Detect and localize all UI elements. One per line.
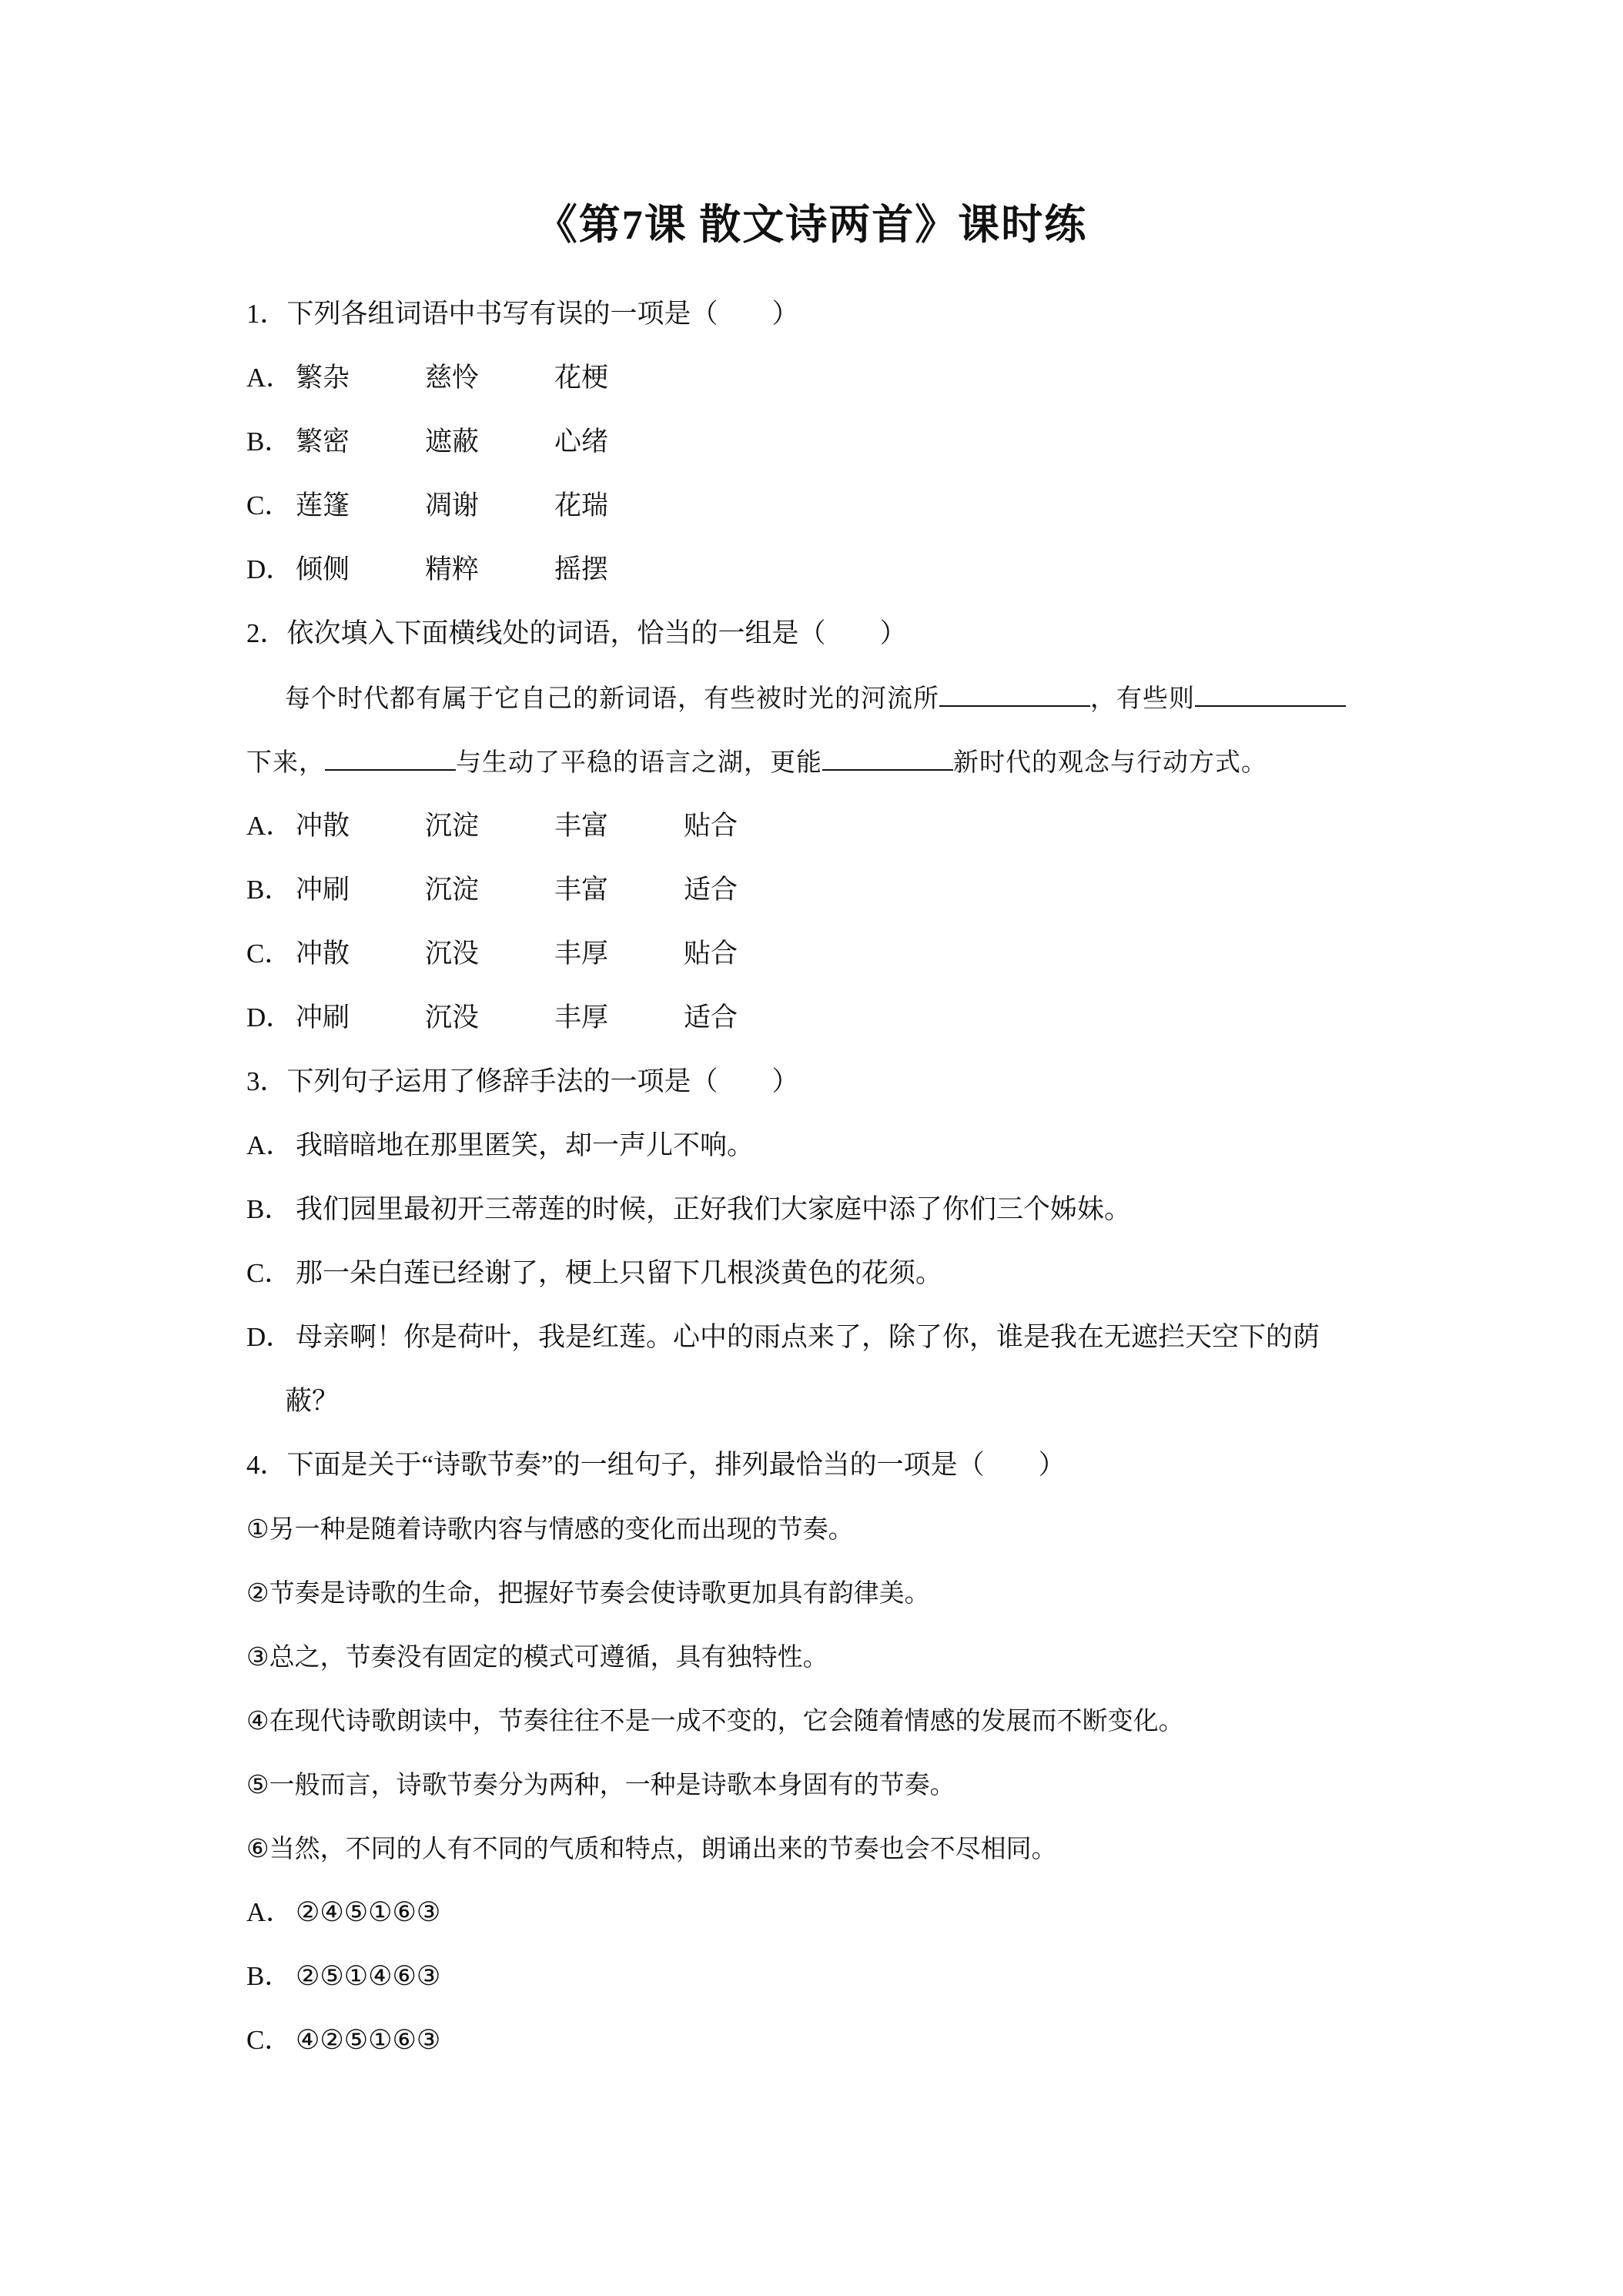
question-2-option-a (246, 807, 738, 845)
option-letter: D． (246, 1322, 293, 1352)
question-3-option-c (246, 1254, 942, 1293)
option-letter: D． (246, 1002, 293, 1033)
option-word: 沉淀 (425, 811, 480, 841)
option-word: 冲散 (296, 811, 350, 841)
option-text: ④②⑤①⑥③ (296, 2025, 441, 2055)
option-letter: D． (246, 554, 293, 584)
passage-text: 每个时代都有属于它自己的新词语，有些被时光的河流所 (285, 683, 939, 713)
option-letter: A． (246, 811, 293, 841)
question-4-stem: 4．下面是关于“诗歌节奏”的一组句子，排列最恰当的一项是（ ） (246, 1450, 1066, 1480)
question-1-option-d (246, 551, 608, 589)
passage-text: 与生动了平稳的语言之湖，更能 (456, 747, 822, 777)
option-text: ②⑤①④⑥③ (296, 1961, 441, 1991)
option-letter: C． (246, 939, 292, 969)
option-letter: C． (246, 1258, 292, 1288)
option-word: 花梗 (554, 363, 609, 393)
option-letter: A． (246, 363, 293, 393)
option-text: 我们园里最初开三蒂莲的时候，正好我们大家庭中添了你们三个姊妹。 (296, 1194, 1132, 1224)
passage-text: 下来， (246, 747, 325, 777)
sentence-item: ①另一种是随着诗歌内容与情感的变化而出现的节奏。 (246, 1514, 854, 1544)
question-3-option-b (246, 1190, 1131, 1229)
question-2-stem: 2．依次填入下面横线处的词语，恰当的一组是（ ） (246, 618, 907, 648)
question-1-stem: 1．下列各组词语中书写有误的一项是（ ） (246, 299, 799, 329)
passage-text: 新时代的观念与行动方式。 (953, 747, 1267, 777)
option-word: 精粹 (425, 554, 480, 584)
fill-blank-1 (939, 679, 1090, 707)
option-word: 摇摆 (554, 554, 609, 584)
option-letter: B． (246, 427, 292, 457)
option-letter: B． (246, 1961, 292, 1991)
option-word: 适合 (684, 875, 738, 905)
question-4-option-b (246, 1957, 440, 1996)
option-word: 冲刷 (296, 875, 350, 905)
option-text: 那一朵白莲已经谢了，梗上只留下几根淡黄色的花须。 (296, 1258, 943, 1288)
question-3-option-a (246, 1126, 754, 1165)
option-text: 我暗暗地在那里匿笑，却一声儿不响。 (296, 1130, 755, 1160)
sentence-item: ③总之，节奏没有固定的模式可遵循，具有独特性。 (246, 1642, 828, 1672)
option-letter: B． (246, 875, 292, 905)
question-2-option-d (246, 999, 738, 1037)
option-word: 莲篷 (296, 490, 350, 520)
option-word: 慈怜 (425, 363, 480, 393)
question-3-option-d-continued: 蔽？ (285, 1386, 340, 1416)
question-1-option-b (246, 423, 608, 461)
option-word: 丰富 (554, 811, 609, 841)
option-word: 沉没 (425, 939, 480, 969)
question-2-option-b (246, 871, 738, 909)
option-word: 贴合 (684, 811, 738, 841)
option-word: 冲刷 (296, 1002, 350, 1033)
fill-blank-2 (1195, 679, 1346, 707)
option-word: 沉淀 (425, 875, 480, 905)
option-word: 繁杂 (296, 363, 350, 393)
option-word: 沉没 (425, 1002, 480, 1033)
question-4-option-c (246, 2021, 440, 2060)
option-text: ②④⑤①⑥③ (296, 1897, 441, 1927)
sentence-item: ⑤一般而言，诗歌节奏分为两种，一种是诗歌本身固有的节奏。 (246, 1769, 955, 1799)
option-letter: A． (246, 1130, 293, 1160)
option-word: 适合 (684, 1002, 738, 1033)
fill-blank-3 (325, 743, 456, 771)
page-title: 《第7课 散文诗两首》课时练 (535, 202, 1088, 248)
passage-text: ，有些则 (1090, 683, 1195, 713)
question-2-passage-line-1 (285, 679, 1346, 718)
option-word: 冲散 (296, 939, 350, 969)
option-letter: C． (246, 2025, 292, 2055)
option-word: 贴合 (684, 939, 738, 969)
option-letter: A． (246, 1897, 293, 1927)
question-4-option-a (246, 1893, 440, 1932)
option-word: 丰厚 (554, 1002, 609, 1033)
option-word: 心绪 (554, 427, 609, 457)
option-text: 母亲啊！你是荷叶，我是红莲。心中的雨点来了，除了你，谁是我在无遮拦天空下的荫 (296, 1322, 1320, 1352)
question-1-option-c (246, 487, 608, 525)
option-letter: B． (246, 1194, 292, 1224)
option-word: 倾侧 (296, 554, 350, 584)
sentence-item: ②节奏是诗歌的生命，把握好节奏会使诗歌更加具有韵律美。 (246, 1578, 930, 1608)
option-word: 遮蔽 (425, 427, 480, 457)
question-3-stem: 3．下列句子运用了修辞手法的一项是（ ） (246, 1066, 799, 1096)
option-word: 丰富 (554, 875, 609, 905)
question-3-option-d (246, 1318, 1320, 1357)
question-2-option-c (246, 935, 738, 973)
question-1-option-a (246, 359, 608, 397)
fill-blank-4 (822, 743, 953, 771)
option-letter: C． (246, 490, 292, 520)
sentence-item: ⑥当然，不同的人有不同的气质和特点，朗诵出来的节奏也会不尽相同。 (246, 1833, 1057, 1863)
option-word: 花瑞 (554, 490, 609, 520)
option-word: 繁密 (296, 427, 350, 457)
sentence-item: ④在现代诗歌朗读中，节奏往往不是一成不变的，它会随着情感的发展而不断变化。 (246, 1705, 1184, 1735)
question-2-passage-line-2 (246, 743, 1267, 782)
option-word: 丰厚 (554, 939, 609, 969)
option-word: 凋谢 (425, 490, 480, 520)
